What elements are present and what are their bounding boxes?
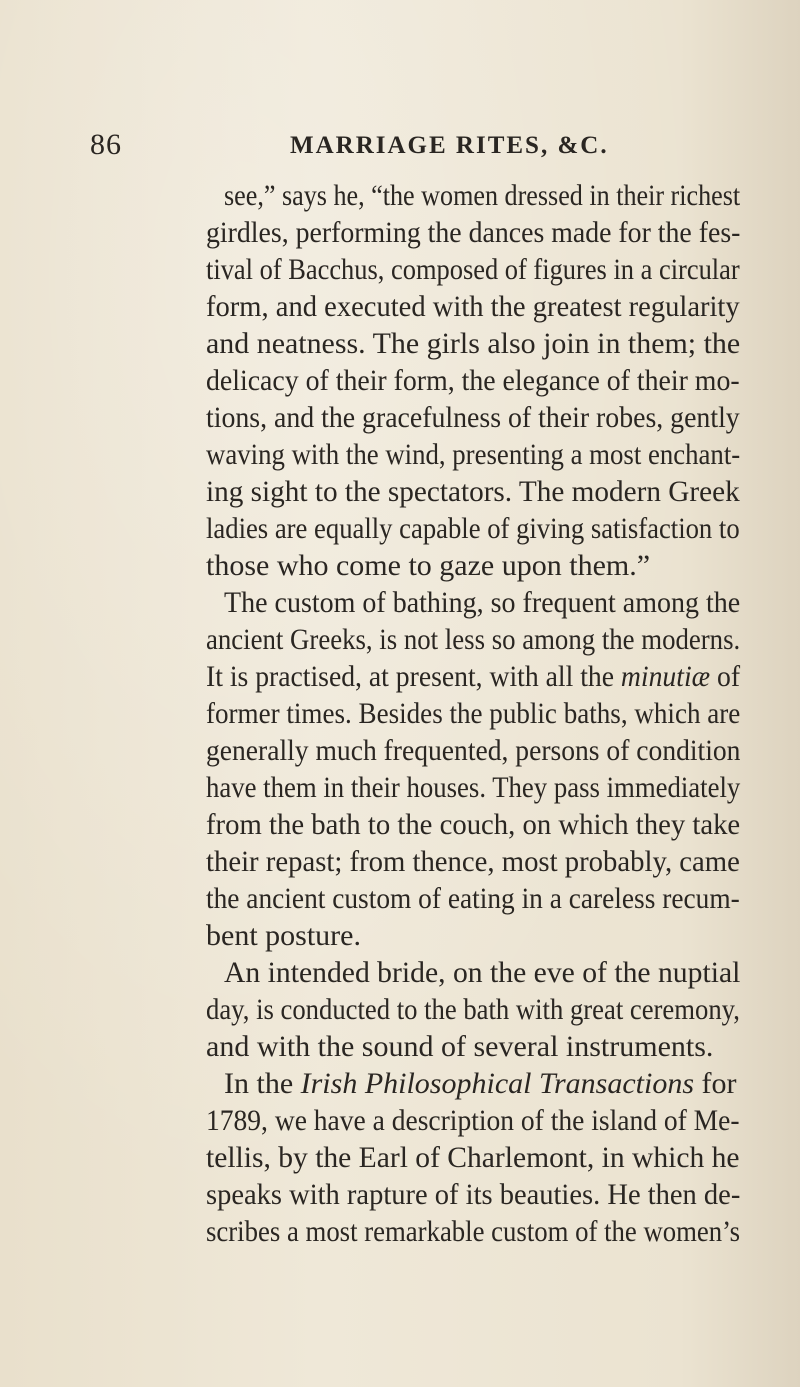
text-line: former times. Besides the public baths, which are: [206, 697, 741, 730]
text-line: delicacy of their form, the elegance of their mo-: [206, 364, 740, 397]
text-line: scribes a most remarkable custom of the women’s: [206, 1215, 741, 1248]
text-line: their repast; from thence, most probably, came: [206, 845, 740, 878]
text-line: tival of Bacchus, composed of figures in a circular: [206, 253, 740, 286]
text-line: [224, 1066, 737, 1102]
text-line: those who come to gaze upon them.”: [206, 549, 651, 582]
italic-title: Irish Philosophical Transactions: [300, 1067, 695, 1100]
text-line: and neatness. The girls also join in them; the: [206, 327, 741, 360]
text-line: the ancient custom of eating in a careless recum-: [206, 882, 740, 915]
text-line: ing sight to the spectators. The modern Greek: [206, 475, 740, 508]
text-line: and with the sound of several instruments.: [206, 1030, 714, 1063]
text-line: An intended bride, on the eve of the nuptial: [224, 956, 741, 989]
text-line: see,” says he, “the women dressed in their richest: [224, 179, 741, 212]
running-head: MARRIAGE RITES, &C.: [290, 132, 609, 159]
text-line: waving with the wind, presenting a most enchant-: [206, 438, 741, 471]
text-line: ladies are equally capable of giving satisfaction to: [206, 512, 740, 545]
text-line: bent posture.: [206, 919, 361, 952]
text-line: [206, 659, 740, 695]
text-segment: of: [710, 660, 741, 693]
text-line: 1789, we have a description of the island of Me-: [206, 1104, 740, 1137]
text-segment: for: [694, 1067, 737, 1100]
text-line: from the bath to the couch, on which they take: [206, 808, 741, 841]
text-line: The custom of bathing, so frequent among the: [224, 586, 741, 619]
page-number: 86: [90, 128, 122, 161]
text-segment: It is practised, at present, with all the: [206, 660, 621, 693]
text-line: have them in their houses. They pass immediately: [206, 771, 741, 804]
text-line: day, is conducted to the bath with great ceremony,: [206, 993, 740, 1026]
text-line: speaks with rapture of its beauties. He then de-: [206, 1178, 741, 1211]
text-segment: In the: [224, 1067, 301, 1100]
text-line: girdles, performing the dances made for the fes-: [206, 216, 741, 249]
text-line: form, and executed with the greatest regularity: [206, 290, 740, 323]
text-line: generally much frequented, persons of condition: [206, 734, 741, 767]
text-line: tions, and the gracefulness of their robes, gently: [206, 401, 740, 434]
text-line: ancient Greeks, is not less so among the moderns.: [206, 623, 741, 656]
text-line: tellis, by the Earl of Charlemont, in which he: [206, 1141, 740, 1174]
italic-term: minutiæ: [620, 660, 711, 693]
page-header: [90, 128, 750, 162]
